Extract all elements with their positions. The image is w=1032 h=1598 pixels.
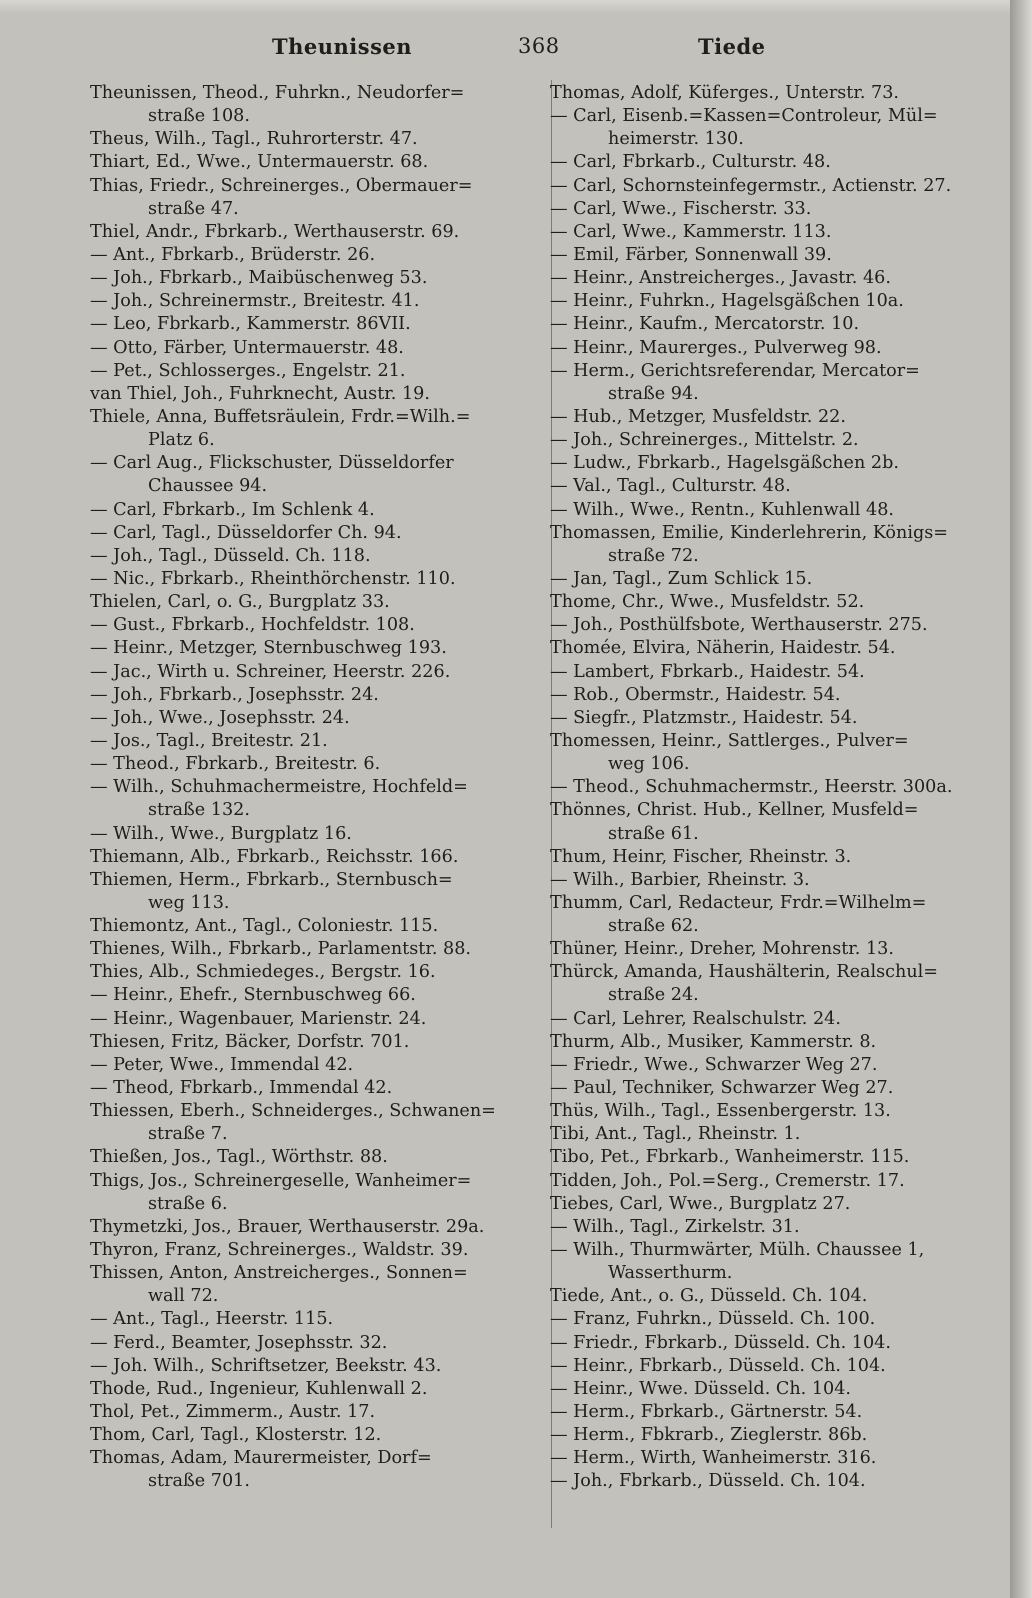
directory-entry: — Paul, Techniker, Schwarzer Weg 27. bbox=[550, 1078, 894, 1099]
directory-entry: — Carl, Wwe., Fischerstr. 33. bbox=[550, 198, 812, 219]
directory-entry: — Peter, Wwe., Immendal 42. bbox=[90, 1054, 354, 1075]
directory-entry: Thumm, Carl, Redacteur, Frdr.=Wilhelm= bbox=[550, 892, 927, 913]
directory-entry: — Carl, Fbrkarb., Im Schlenk 4. bbox=[90, 499, 375, 520]
directory-entry: — Val., Tagl., Culturstr. 48. bbox=[550, 476, 791, 497]
directory-entry: — Ferd., Beamter, Josephsstr. 32. bbox=[90, 1332, 388, 1353]
directory-entry: Thies, Alb., Schmiedeges., Bergstr. 16. bbox=[90, 962, 436, 983]
directory-entry: — Siegfr., Platzmstr., Haidestr. 54. bbox=[550, 707, 858, 728]
directory-entry: — Wilh., Thurmwärter, Mülh. Chaussee 1, bbox=[550, 1240, 925, 1261]
directory-entry: — Herm., Fbrkarb., Gärtnerstr. 54. bbox=[550, 1402, 863, 1423]
directory-entry: — Heinr., Metzger, Sternbuschweg 193. bbox=[90, 638, 447, 659]
directory-entry: — Heinr., Ehefr., Sternbuschweg 66. bbox=[90, 985, 416, 1006]
directory-entry: — Heinr., Fuhrkn., Hagelsgäßchen 10a. bbox=[550, 291, 904, 312]
header-right-keyword: Tiede bbox=[698, 34, 766, 59]
directory-entry: — Carl, Fbrkarb., Culturstr. 48. bbox=[550, 152, 831, 173]
directory-entry: — Carl, Schornsteinfegermstr., Actienstr. 27. bbox=[550, 175, 952, 196]
directory-entry: — Herm., Gerichtsreferendar, Mercator= bbox=[550, 360, 920, 381]
directory-entry: — Lambert, Fbrkarb., Haidestr. 54. bbox=[550, 661, 865, 682]
directory-entry: Thurm, Alb., Musiker, Kammerstr. 8. bbox=[550, 1031, 877, 1052]
directory-entry: — Wilh., Tagl., Zirkelstr. 31. bbox=[550, 1216, 800, 1237]
directory-entry: — Heinr., Kaufm., Mercatorstr. 10. bbox=[550, 314, 860, 335]
directory-entry-continuation: Platz 6. bbox=[148, 430, 215, 451]
directory-entry: Thießen, Jos., Tagl., Wörthstr. 88. bbox=[90, 1147, 388, 1168]
directory-entry: Thönnes, Christ. Hub., Kellner, Musfeld= bbox=[550, 800, 919, 821]
directory-entry: Thyron, Franz, Schreinerges., Waldstr. 39. bbox=[90, 1240, 469, 1261]
directory-entry: Thiemen, Herm., Fbrkarb., Sternbusch= bbox=[90, 869, 453, 890]
directory-entry: van Thiel, Joh., Fuhrknecht, Austr. 19. bbox=[90, 383, 430, 404]
directory-entry: — Ant., Tagl., Heerstr. 115. bbox=[90, 1309, 334, 1330]
directory-entry: — Joh., Schreinermstr., Breitestr. 41. bbox=[90, 291, 420, 312]
directory-entry-continuation: straße 72. bbox=[608, 545, 699, 566]
directory-entry: — Jan, Tagl., Zum Schlick 15. bbox=[550, 568, 813, 589]
directory-entry: — Heinr., Maurerges., Pulverweg 98. bbox=[550, 337, 882, 358]
directory-entry: Thomassen, Emilie, Kinderlehrerin, Königs= bbox=[550, 522, 949, 543]
left-column bbox=[90, 82, 530, 1494]
directory-entry: — Theod., Fbrkarb., Breitestr. 6. bbox=[90, 754, 381, 775]
directory-entry: — Joh., Wwe., Josephsstr. 24. bbox=[90, 707, 350, 728]
directory-entry: Thüner, Heinr., Dreher, Mohrenstr. 13. bbox=[550, 939, 894, 960]
directory-entry: — Carl, Eisenb.=Kassen=Controleur, Mül= bbox=[550, 106, 938, 127]
directory-entry: Thienes, Wilh., Fbrkarb., Parlamentstr. 88. bbox=[90, 939, 471, 960]
directory-entry: Thiemann, Alb., Fbrkarb., Reichsstr. 166. bbox=[90, 846, 459, 867]
page-right-edge bbox=[1010, 0, 1032, 1598]
directory-entry: — Jac., Wirth u. Schreiner, Heerstr. 226. bbox=[90, 661, 451, 682]
directory-entry: — Rob., Obermstr., Haidestr. 54. bbox=[550, 684, 841, 705]
directory-entry: — Leo, Fbrkarb., Kammerstr. 86VII. bbox=[90, 314, 411, 335]
directory-entry: Tibi, Ant., Tagl., Rheinstr. 1. bbox=[550, 1124, 801, 1145]
directory-entry: Thode, Rud., Ingenieur, Kuhlenwall 2. bbox=[90, 1378, 428, 1399]
directory-entry: Thürck, Amanda, Haushälterin, Realschul= bbox=[550, 962, 939, 983]
directory-entry: — Nic., Fbrkarb., Rheinthörchenstr. 110. bbox=[90, 568, 456, 589]
directory-entry: — Joh., Tagl., Düsseld. Ch. 118. bbox=[90, 545, 371, 566]
directory-entry-continuation: straße 47. bbox=[148, 198, 239, 219]
directory-entry-continuation: straße 61. bbox=[608, 823, 699, 844]
directory-entry: Tibo, Pet., Fbrkarb., Wanheimerstr. 115. bbox=[550, 1147, 910, 1168]
directory-entry: — Wilh., Wwe., Rentn., Kuhlenwall 48. bbox=[550, 499, 894, 520]
directory-entry: — Herm., Fbkrarb., Zieglerstr. 86b. bbox=[550, 1425, 868, 1446]
directory-entry: — Heinr., Wwe. Düsseld. Ch. 104. bbox=[550, 1378, 852, 1399]
directory-entry: — Joh., Schreinerges., Mittelstr. 2. bbox=[550, 430, 859, 451]
directory-entry: — Otto, Färber, Untermauerstr. 48. bbox=[90, 337, 404, 358]
directory-entry: Thiele, Anna, Buffetsräulein, Frdr.=Wilh.= bbox=[90, 406, 471, 427]
directory-entry: Thissen, Anton, Anstreicherges., Sonnen= bbox=[90, 1263, 468, 1284]
right-column bbox=[550, 82, 990, 1494]
directory-entry: — Joh. Wilh., Schriftsetzer, Beekstr. 43. bbox=[90, 1355, 442, 1376]
directory-entry: Tiede, Ant., o. G., Düsseld. Ch. 104. bbox=[550, 1286, 868, 1307]
directory-entry: — Joh., Fbrkarb., Düsseld. Ch. 104. bbox=[550, 1471, 866, 1492]
directory-entry: — Wilh., Wwe., Burgplatz 16. bbox=[90, 823, 352, 844]
directory-entry: Thias, Friedr., Schreinerges., Obermauer= bbox=[90, 175, 473, 196]
directory-entry: — Carl, Tagl., Düsseldorfer Ch. 94. bbox=[90, 522, 402, 543]
directory-entry: — Carl Aug., Flickschuster, Düsseldorfer bbox=[90, 453, 454, 474]
directory-entry: Thol, Pet., Zimmerm., Austr. 17. bbox=[90, 1402, 376, 1423]
directory-entry: — Joh., Posthülfsbote, Werthauserstr. 275. bbox=[550, 615, 928, 636]
directory-entry: — Friedr., Wwe., Schwarzer Weg 27. bbox=[550, 1054, 878, 1075]
directory-entry: Thiel, Andr., Fbrkarb., Werthauserstr. 69. bbox=[90, 221, 460, 242]
directory-entry: — Jos., Tagl., Breitestr. 21. bbox=[90, 730, 328, 751]
directory-entry: — Heinr., Fbrkarb., Düsseld. Ch. 104. bbox=[550, 1355, 886, 1376]
directory-entry: Thomessen, Heinr., Sattlerges., Pulver= bbox=[550, 730, 909, 751]
directory-entry-continuation: straße 94. bbox=[608, 383, 699, 404]
directory-entry: Theus, Wilh., Tagl., Ruhrorterstr. 47. bbox=[90, 129, 418, 150]
directory-entry-continuation: heimerstr. 130. bbox=[608, 129, 744, 150]
directory-entry: Thom, Carl, Tagl., Klosterstr. 12. bbox=[90, 1425, 382, 1446]
directory-entry: Thiesen, Fritz, Bäcker, Dorfstr. 701. bbox=[90, 1031, 410, 1052]
directory-entry: — Herm., Wirth, Wanheimerstr. 316. bbox=[550, 1448, 877, 1469]
directory-entry: — Theod, Fbrkarb., Immendal 42. bbox=[90, 1078, 393, 1099]
directory-entry: — Wilh., Barbier, Rheinstr. 3. bbox=[550, 869, 810, 890]
directory-entry-continuation: weg 106. bbox=[608, 754, 690, 775]
directory-entry: Thum, Heinr, Fischer, Rheinstr. 3. bbox=[550, 846, 852, 867]
directory-entry: Thymetzki, Jos., Brauer, Werthauserstr. 29a. bbox=[90, 1216, 485, 1237]
directory-entry-continuation: straße 701. bbox=[148, 1471, 250, 1492]
directory-entry: — Carl, Lehrer, Realschulstr. 24. bbox=[550, 1008, 841, 1029]
directory-entry: Thome, Chr., Wwe., Musfeldstr. 52. bbox=[550, 592, 865, 613]
directory-entry: Thielen, Carl, o. G., Burgplatz 33. bbox=[90, 592, 390, 613]
directory-entry: — Emil, Färber, Sonnenwall 39. bbox=[550, 244, 832, 265]
directory-entry: — Carl, Wwe., Kammerstr. 113. bbox=[550, 221, 832, 242]
directory-entry: — Gust., Fbrkarb., Hochfeldstr. 108. bbox=[90, 615, 415, 636]
page-header bbox=[0, 34, 1000, 64]
directory-entry: Theunissen, Theod., Fuhrkn., Neudorfer= bbox=[90, 83, 465, 103]
directory-entry-continuation: Chaussee 94. bbox=[148, 476, 268, 497]
directory-entry: — Wilh., Schuhmachermeistre, Hochfeld= bbox=[90, 777, 468, 798]
directory-entry: Thiart, Ed., Wwe., Untermauerstr. 68. bbox=[90, 152, 429, 173]
directory-entry-continuation: straße 108. bbox=[148, 106, 250, 127]
directory-entry: Thiemontz, Ant., Tagl., Coloniestr. 115. bbox=[90, 916, 439, 937]
directory-entry-continuation: straße 132. bbox=[148, 800, 250, 821]
directory-entry: Thigs, Jos., Schreinergeselle, Wanheimer= bbox=[90, 1170, 472, 1191]
directory-entry: — Hub., Metzger, Musfeldstr. 22. bbox=[550, 406, 846, 427]
directory-entry: — Heinr., Anstreicherges., Javastr. 46. bbox=[550, 268, 891, 289]
directory-entry: — Theod., Schuhmachermstr., Heerstr. 300a. bbox=[550, 777, 953, 798]
directory-entry: Thüs, Wilh., Tagl., Essenbergerstr. 13. bbox=[550, 1101, 891, 1122]
directory-entry-continuation: straße 62. bbox=[608, 916, 699, 937]
directory-entry-continuation: wall 72. bbox=[148, 1286, 219, 1307]
header-left-keyword: Theunissen bbox=[272, 34, 413, 59]
directory-entry: — Joh., Fbrkarb., Josephsstr. 24. bbox=[90, 684, 379, 705]
directory-entry: Thomas, Adolf, Küferges., Unterstr. 73. bbox=[550, 83, 899, 103]
directory-entry: — Joh., Fbrkarb., Maibüschenweg 53. bbox=[90, 268, 428, 289]
directory-entry: — Friedr., Fbrkarb., Düsseld. Ch. 104. bbox=[550, 1332, 891, 1353]
directory-entry: Tidden, Joh., Pol.=Serg., Cremerstr. 17. bbox=[550, 1170, 905, 1191]
directory-entry-continuation: straße 6. bbox=[148, 1193, 228, 1214]
directory-entry: Thomas, Adam, Maurermeister, Dorf= bbox=[90, 1448, 432, 1469]
directory-entry: — Ant., Fbrkarb., Brüderstr. 26. bbox=[90, 244, 376, 265]
directory-entry: — Franz, Fuhrkn., Düsseld. Ch. 100. bbox=[550, 1309, 876, 1330]
directory-entry: Tiebes, Carl, Wwe., Burgplatz 27. bbox=[550, 1193, 851, 1214]
directory-entry: — Pet., Schlosserges., Engelstr. 21. bbox=[90, 360, 406, 381]
directory-entry-continuation: weg 113. bbox=[148, 892, 230, 913]
directory-entry: Thomée, Elvira, Näherin, Haidestr. 54. bbox=[550, 638, 896, 659]
directory-entry-continuation: straße 7. bbox=[148, 1124, 228, 1145]
directory-entry: Thiessen, Eberh., Schneiderges., Schwanen= bbox=[90, 1101, 496, 1122]
page-top-edge bbox=[0, 0, 1032, 14]
directory-entry: — Heinr., Wagenbauer, Marienstr. 24. bbox=[90, 1008, 427, 1029]
directory-entry-continuation: straße 24. bbox=[608, 985, 699, 1006]
directory-entry: — Ludw., Fbrkarb., Hagelsgäßchen 2b. bbox=[550, 453, 899, 474]
directory-entry-continuation: Wasserthurm. bbox=[608, 1263, 733, 1284]
page-number: 368 bbox=[518, 34, 560, 58]
